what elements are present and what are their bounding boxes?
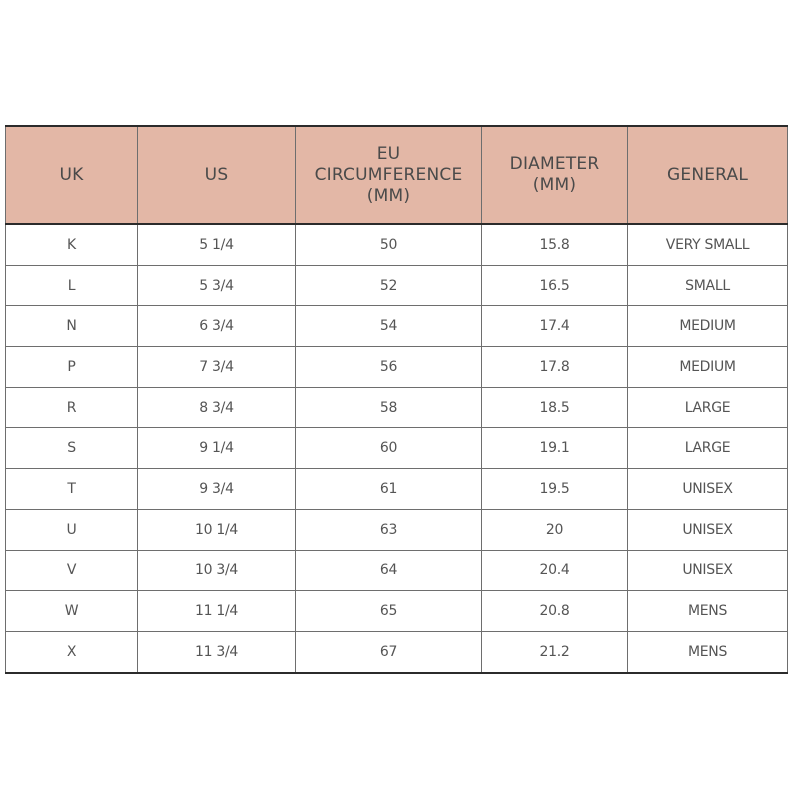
uk-size-cell: V [6, 550, 138, 591]
diameter-cell: 16.5 [482, 265, 628, 306]
header-general-label: GENERAL [667, 164, 748, 185]
table-row [6, 550, 788, 591]
diameter-cell: 21.2 [482, 631, 628, 672]
uk-size-cell: X [6, 631, 138, 672]
header-diameter-line-1: DIAMETER [509, 154, 600, 174]
ring-size-table [5, 125, 788, 674]
table-row [6, 387, 788, 428]
eu-circumference-cell: 56 [296, 347, 482, 388]
header-us [138, 126, 296, 224]
us-size-cell: 6 3/4 [138, 306, 296, 347]
header-eu-line-1: EU [376, 143, 401, 164]
eu-circumference-cell: 54 [296, 306, 482, 347]
uk-size-cell: T [6, 469, 138, 510]
us-size-cell: 5 1/4 [138, 224, 296, 265]
header-eu-circumference [296, 126, 482, 224]
diameter-cell: 15.8 [482, 224, 628, 265]
us-size-cell: 5 3/4 [138, 265, 296, 306]
eu-circumference-cell: 65 [296, 591, 482, 632]
general-size-cell: UNISEX [628, 550, 788, 591]
table-row [6, 265, 788, 306]
header-row [6, 126, 788, 224]
uk-size-cell: L [6, 265, 138, 306]
eu-circumference-cell: 50 [296, 224, 482, 265]
us-size-cell: 9 3/4 [138, 469, 296, 510]
diameter-cell: 17.8 [482, 347, 628, 388]
diameter-cell: 20.4 [482, 550, 628, 591]
us-size-cell: 10 3/4 [138, 550, 296, 591]
header-uk [6, 126, 138, 224]
header-eu-line-2: CIRCUMFERENCE [314, 164, 463, 185]
table-row [6, 428, 788, 469]
uk-size-cell: W [6, 591, 138, 632]
us-size-cell: 10 1/4 [138, 509, 296, 550]
header-uk-label: UK [59, 164, 84, 185]
eu-circumference-cell: 61 [296, 469, 482, 510]
general-size-cell: LARGE [628, 387, 788, 428]
uk-size-cell: S [6, 428, 138, 469]
uk-size-cell: P [6, 347, 138, 388]
table-row [6, 224, 788, 265]
general-size-cell: UNISEX [628, 509, 788, 550]
table-body [6, 224, 788, 673]
eu-circumference-cell: 58 [296, 387, 482, 428]
table-row [6, 631, 788, 672]
us-size-cell: 11 3/4 [138, 631, 296, 672]
eu-circumference-cell: 64 [296, 550, 482, 591]
diameter-cell: 20 [482, 509, 628, 550]
table-row [6, 306, 788, 347]
header-general [628, 126, 788, 224]
header-diameter [482, 126, 628, 224]
us-size-cell: 7 3/4 [138, 347, 296, 388]
us-size-cell: 11 1/4 [138, 591, 296, 632]
eu-circumference-cell: 60 [296, 428, 482, 469]
uk-size-cell: U [6, 509, 138, 550]
eu-circumference-cell: 52 [296, 265, 482, 306]
general-size-cell: MENS [628, 631, 788, 672]
diameter-cell: 19.1 [482, 428, 628, 469]
general-size-cell: MENS [628, 591, 788, 632]
eu-circumference-cell: 63 [296, 509, 482, 550]
diameter-cell: 17.4 [482, 306, 628, 347]
general-size-cell: SMALL [628, 265, 788, 306]
table-row [6, 509, 788, 550]
header-us-label: US [204, 164, 229, 185]
uk-size-cell: N [6, 306, 138, 347]
table-row [6, 469, 788, 510]
general-size-cell: MEDIUM [628, 306, 788, 347]
general-size-cell: VERY SMALL [628, 224, 788, 265]
us-size-cell: 9 1/4 [138, 428, 296, 469]
table-row [6, 591, 788, 632]
diameter-cell: 20.8 [482, 591, 628, 632]
general-size-cell: UNISEX [628, 469, 788, 510]
table-row [6, 347, 788, 388]
header-eu-line-3: (MM) [366, 185, 411, 206]
diameter-cell: 18.5 [482, 387, 628, 428]
header-diameter-line-2: (MM) [532, 175, 577, 195]
uk-size-cell: K [6, 224, 138, 265]
us-size-cell: 8 3/4 [138, 387, 296, 428]
general-size-cell: MEDIUM [628, 347, 788, 388]
diameter-cell: 19.5 [482, 469, 628, 510]
general-size-cell: LARGE [628, 428, 788, 469]
uk-size-cell: R [6, 387, 138, 428]
eu-circumference-cell: 67 [296, 631, 482, 672]
